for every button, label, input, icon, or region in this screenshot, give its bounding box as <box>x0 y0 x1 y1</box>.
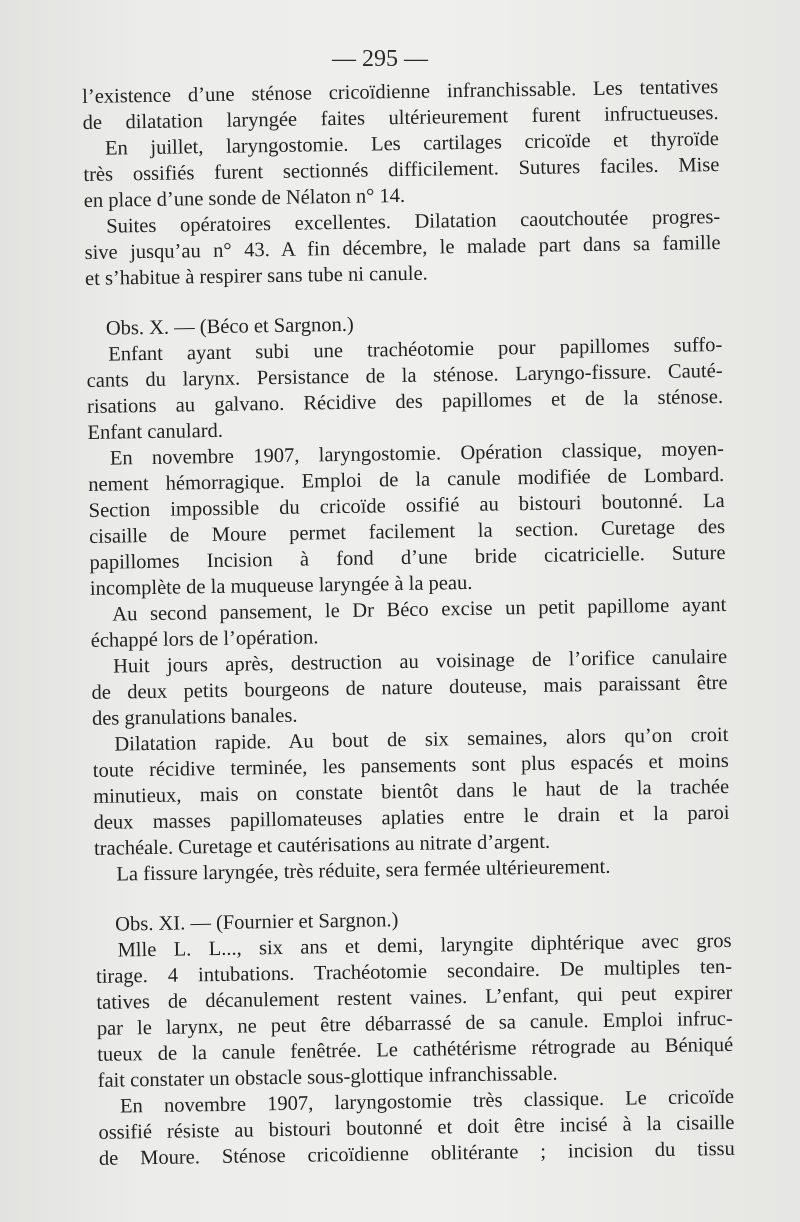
observation-heading-x: Obs. X. — (Béco et Sargnon.) <box>105 313 354 340</box>
text-line: ossifié résiste au bistouri boutonné et doit être incisé à la cisaille <box>98 1111 735 1144</box>
text-line: Huit jours après, destruction au voisinage de l’orifice canulaire <box>112 645 728 678</box>
text-line: Au second pansement, le Dr Béco excise un petit papillome ayant <box>112 593 727 626</box>
text-line: Dilatation rapide. Au bout de six semaines, alors qu’on croit <box>114 723 729 756</box>
text-line: l’existence d’une sténose cricoïdienne infranchissable. Les tentatives <box>82 76 719 108</box>
text-line: de dilatation laryngée faites ultérieurement furent infructueuses. <box>82 102 719 134</box>
text-line: en place d’une sonde de Nélaton n° 14. <box>83 184 406 212</box>
text-line: tirage. 4 intubations. Trachéotomie secondaire. De multiples ten- <box>95 955 733 988</box>
text-line: Enfant canulard. <box>87 419 224 444</box>
text-line: très ossifiés furent sectionnés difficilement. Sutures faciles. Mise <box>83 154 720 186</box>
text-line: En novembre 1907, laryngostomie. Opération classique, moyen- <box>109 437 724 470</box>
text-line: échappé lors de l’opération. <box>90 626 319 652</box>
text-line: risations au galvano. Récidive des papillomes et de la sténose. <box>86 385 724 418</box>
text-line: Suites opératoires excellentes. Dilatation caoutchoutée progres- <box>106 205 721 238</box>
text-line: En novembre 1907, laryngostomie très classique. Le cricoïde <box>119 1085 735 1118</box>
text-line: tatives de décanulement restent vaines. L’enfant, qui peut expirer <box>96 981 733 1014</box>
text-line: par le larynx, ne peut être débarrassé de sa canule. Emploi infruc- <box>96 1007 733 1040</box>
body-text <box>82 74 735 1172</box>
text-line: Mlle L. L..., six ans et demi, laryngite diphtérique avec gros <box>117 929 732 962</box>
text-line: minutieux, mais on constate bientôt dans le haut de la trachée <box>93 775 730 808</box>
text-line: sive jusqu’au n° 43. A fin décembre, le malade part dans sa famille <box>84 231 721 264</box>
text-line: Enfant ayant subi une trachéotomie pour papillomes suffo- <box>108 333 723 366</box>
text-line: papillomes Incision à fond d’une bride cicatricielle. Suture <box>89 541 726 574</box>
page-number: — 295 — <box>332 46 428 72</box>
text-line: cants du larynx. Persistance de la sténose. Laryngo-fissure. Cauté- <box>86 359 723 392</box>
text-line: des granulations banales. <box>91 704 298 730</box>
observation-heading-xi: Obs. XI. — (Fournier et Sargnon.) <box>115 909 399 936</box>
text-line: cisaille de Moure permet facilement la section. Curetage des <box>88 515 726 548</box>
text-line: tueux de la canule fenêtrée. Le cathétérisme rétrograde au Béniqué <box>97 1033 734 1066</box>
text-line: fait constater un obstacle sous-glottique infranchissable. <box>97 1062 558 1092</box>
text-line: nement hémorragique. Emploi de la canule modifiée de Lombard. <box>88 463 725 496</box>
text-line: incomplète de la muqueuse laryngée à la peau. <box>89 571 473 600</box>
text-line: Section impossible du cricoïde ossifié au bistouri boutonné. La <box>88 489 725 522</box>
text-line: de Moure. Sténose cricoïdienne oblitérante ; incision du tissu <box>98 1137 735 1170</box>
text-line: deux masses papillomateuses aplaties entre le drain et la paroi <box>93 801 730 834</box>
text-line: En juillet, laryngostomie. Les cartilages cricoïde et thyroïde <box>104 128 720 160</box>
text-line: trachéale. Curetage et cautérisations au nitrate d’argent. <box>93 830 551 860</box>
text-line: La fissure laryngée, très réduite, sera fermée ultérieurement. <box>116 855 611 886</box>
text-line: de deux petits bourgeons de nature douteuse, mais paraissant être <box>91 671 728 704</box>
text-line: et s’habitue à respirer sans tube ni canule. <box>84 262 428 290</box>
text-line: toute récidive terminée, les pansements sont plus espacés et moins <box>92 749 729 782</box>
